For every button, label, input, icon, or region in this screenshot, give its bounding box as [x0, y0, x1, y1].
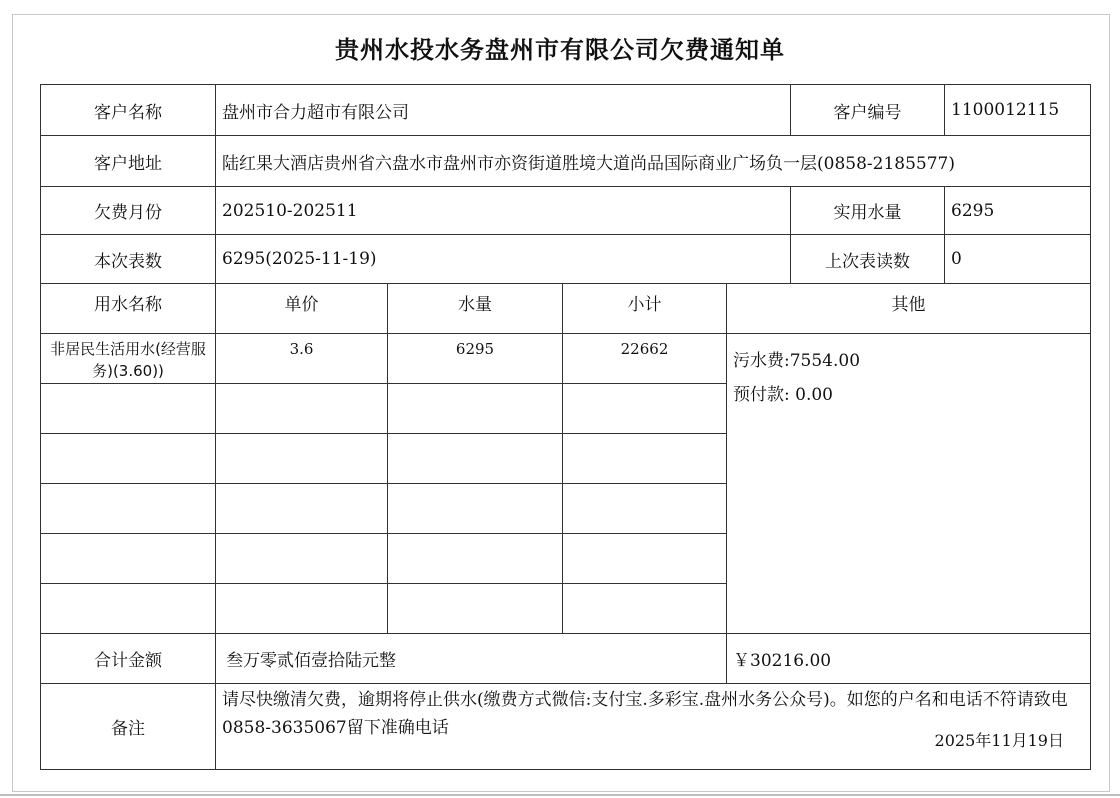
total-in-words: 叁万零贰佰壹拾陆元整 [216, 634, 727, 684]
total-label: 合计金额 [41, 634, 216, 684]
row-total [41, 634, 1091, 684]
header-quantity: 水量 [388, 284, 563, 334]
header-water-type: 用水名称 [41, 284, 216, 334]
arrears-notice-table [40, 84, 1091, 770]
item-quantity: 6295 [388, 334, 563, 384]
customer-address: 陆红果大酒店贵州省六盘水市盘州市亦资街道胜境大道尚品国际商业广场负一层(0858-2185577) [216, 136, 1091, 187]
notice-date: 2025年11月19日 [934, 731, 1064, 750]
header-subtotal: 小计 [563, 284, 727, 334]
last-reading: 0 [945, 235, 1091, 284]
other-charges [727, 334, 1091, 634]
actual-usage: 6295 [945, 187, 1091, 235]
remark-label: 备注 [41, 684, 216, 770]
customer-address-label: 客户地址 [41, 136, 216, 187]
current-reading: 6295(2025-11-19) [216, 235, 791, 284]
total-amount: ￥30216.00 [727, 634, 1091, 684]
sewage-fee: 污水费:7554.00 [733, 351, 861, 371]
row-remark [41, 684, 1091, 770]
header-unit-price: 单价 [216, 284, 388, 334]
bottom-divider [0, 794, 1120, 796]
table-row [41, 334, 1091, 384]
header-other: 其他 [727, 284, 1091, 334]
row-arrears-months [41, 187, 1091, 235]
item-unit-price: 3.6 [216, 334, 388, 384]
remark-text: 请尽快缴清欠费，逾期将停止供水(缴费方式微信:支付宝.多彩宝.盘州水务公众号)。如您的户名和电话不符请致电0858-3635067留下准确电话 [222, 690, 1068, 738]
prepayment: 预付款: 0.00 [733, 385, 833, 405]
remark-cell [216, 684, 1091, 770]
current-reading-label: 本次表数 [41, 235, 216, 284]
arrears-months-label: 欠费月份 [41, 187, 216, 235]
row-customer-name [41, 85, 1091, 136]
row-meter-readings [41, 235, 1091, 284]
row-customer-address [41, 136, 1091, 187]
row-item-headers [41, 284, 1091, 334]
customer-id: 1100012115 [945, 85, 1091, 136]
last-reading-label: 上次表读数 [791, 235, 945, 284]
notice-title: 贵州水投水务盘州市有限公司欠费通知单 [335, 36, 785, 64]
customer-name-label: 客户名称 [41, 85, 216, 136]
customer-name: 盘州市合力超市有限公司 [216, 85, 791, 136]
arrears-months: 202510-202511 [216, 187, 791, 235]
item-water-type: 非居民生活用水(经营服务)(3.60)) [41, 334, 216, 384]
customer-id-label: 客户编号 [791, 85, 945, 136]
actual-usage-label: 实用水量 [791, 187, 945, 235]
item-subtotal: 22662 [563, 334, 727, 384]
